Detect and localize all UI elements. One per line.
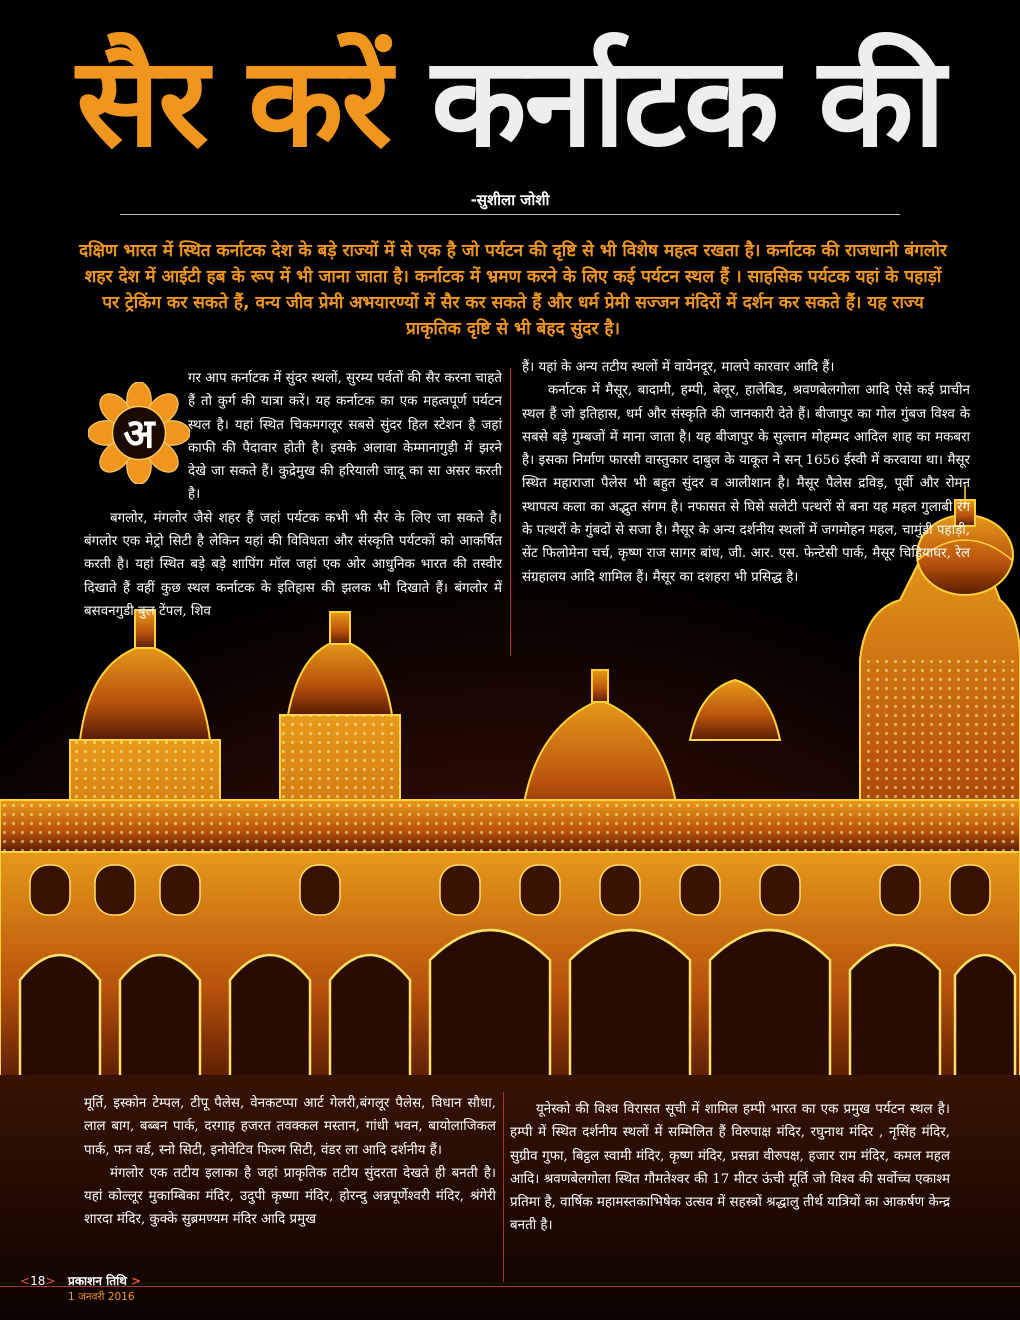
author-byline: -सुशीला जोशी bbox=[470, 191, 550, 209]
title-part-white: कर्नाटक की bbox=[431, 31, 944, 175]
article-column-3 bbox=[84, 1092, 496, 1232]
col1-paragraph-2: बगलोर, मंगलोर जैसे शहर हैं जहां पर्यटक कभी भी सैर के लिए जा सकते है। बंगलोर एक मेट्रो सिटी है लेकिन यहां की विविधता और संस्कृति पर्यटकों को आकर्षित करती है। यहां स्थित बड़े बड़े शापिंग मॉल जहां एक ओर आधुनिक भारत की तस्वीर दिखाते हैं वहीं कुछ स्थल कर्नाटक के इतिहास की झलक भी दिखाते हैं। बंगलोर में बसवनगुडी बुल टेंपल, शिव bbox=[84, 510, 502, 619]
col2-paragraph-1: हैं। यहां के अन्य तटीय स्थलों में वायेनदूर, मालपे कारवार आदि हैं। bbox=[522, 360, 835, 375]
dropcap-letter: अ bbox=[123, 409, 155, 458]
page-number-text: 18 bbox=[30, 1274, 46, 1288]
intro-paragraph: दक्षिण भारत में स्थित कर्नाटक देश के बड़े राज्यों में से एक है जो पर्यटन की दृष्टि से भी विशेष महत्व रखता है। कर्नाटक की राजधानी बंगलोर शहर देश में आईटी हब के रूप में भी जाना जाता है। कर्नाटक में भ्रमण करने के लिए कई पर्यटन स्थल हैं । साहसिक पर्यटक यहां के पहाड़ों पर ट्रेकिंग कर सकते हैं, वन्य जीव प्रेमी अभयारण्यों में सैर कर सकते हैं और धर्म प्रेमी सज्जन मंदिरों में दर्शन कर सकते हैं। यह राज्य प्राकृतिक दृष्टि से भी बेहद सुंदर है। bbox=[79, 241, 947, 339]
col3-paragraph-2: मंगलोर एक तटीय इलाका है जहां प्राकृतिक तटीय सुंदरता देखते ही बनती है। यहां कोल्लूर मुकाम्बिका मंदिर, उदुपी कृष्णा मंदिर, होरन्दु अन्नपूर्णेश्वरी मंदिर, श्रंगेरी शारदा मंदिर, कुक्के सुब्रमण्यम मंदिर आदि प्रमुख bbox=[84, 1165, 496, 1228]
col3-paragraph-1: मूर्ति, इस्कोन टेम्पल, टीपू पैलेस, वेनकटप्पा आर्ट गेलरी,बंगलूर पैलेस, विधान सौधा, लाल बाग, बब्बन पार्क, दरगाह हजरत तवक्कल मस्तान, गांधी भवन, बायोलाजिकल पार्क, फन वर्ड, स्नो सिटी, इनोवेटिव फिल्म सिटी, वंडर ला आदि दर्शनीय हैं। bbox=[84, 1096, 496, 1158]
page-title bbox=[0, 18, 1020, 188]
col2-paragraph-2: कर्नाटक में मैसूर, बादामी, हम्पी, बेलूर, हालेबिड, श्रवणबेलगोला आदि ऐसे कई प्राचीन स्थल हैं जो इतिहास, धर्म और संस्कृति की जानकारी देते हैं। बीजापुर का गोल गुंबज विश्व के सबसे बड़े गुम्बजों में माना जाता है। यह बीजापुर के सुल्तान मोहम्मद आदिल शाह का मकबरा है। इसका निर्माण फारसी वास्तुकार दाबुल के याकूत ने सन् 1656 ईस्वी में करवाया था। मैसूर स्थित महाराजा पैलेस भी बहुत सुंदर व आलीशान है। मैसूर पैलेस द्रविड़, पूर्वी और रोमन स्थापत्य कला का अद्भुत संगम है। नफासत से घिसे सलेटी पत्थरों से बना यह महल गुलाबी रंग के पत्थरों के गुंबदों से सजा है। मैसूर के अन्य दर्शनीय स्थलों में जगमोहन महल, चामुंडी पहाड़ी, सेंट फिलोमेना चर्च, कृष्ण राज सागर बांध, जी. आर. एस. फेन्टेसी पार्क, मैसूर चिड़ियाघर, रेल संग्रहालय आदि शामिल हैं। मैसूर का दशहरा भी प्रसिद्ध है। bbox=[522, 383, 970, 585]
col1-paragraph-1: गर आप कर्नाटक में सुंदर स्थलों, सुरम्य पर्वतों की सैर करना चाहते हैं तो कुर्ग की यात्रा करें। यह कर्नाटक का एक महत्वपूर्ण पर्यटन स्थल है। यहां स्थित चिकमगलूर सबसे सुंदर हिल स्टेशन है जहां काफी की पैदावार होती है। इसके अलावा केम्मानागुड़ी में झरने देखे जा सकते हैं। कुद्रेमुख की हरियाली जादू का सा असर करती है। bbox=[188, 371, 502, 503]
page-arrow-right-icon: > bbox=[45, 1274, 56, 1288]
magazine-name bbox=[68, 1272, 141, 1289]
column-divider bbox=[510, 368, 511, 656]
dropcap-spacer bbox=[84, 367, 188, 505]
col4-paragraph-1: यूनेस्को की विश्व विरासत सूची में शामिल हम्पी भारत का एक प्रमुख पर्यटन स्थल है। हम्पी में स्थित दर्शनीय स्थलों में सम्मिलित हैं विरुपाक्ष मंदिर, रघुनाथ मंदिर , नृसिंह मंदिर, सुग्रीव गुफा, बिट्ठल स्वामी मंदिर, कृष्ण मंदिर, प्रसन्ना वीरुपक्ष, हजार राम मंदिर, कमल महल आदि। श्रवणबेलगोला स्थित गौमतेश्वर की 17 मीटर ऊंची मूर्ति जो विश्व की सर्वोच्च एकाश्म प्रतिमा है, वार्षिक महामस्तकाभिषेक उत्सव में सहस्त्रों श्रद्धालु तीर्थ यात्रियों का आकर्षण केन्द्र बनती है। bbox=[510, 1102, 950, 1234]
footer-rule bbox=[0, 1286, 1020, 1287]
column-divider-bottom bbox=[503, 1092, 504, 1282]
issue-date: 1 जनवरी 2016 bbox=[68, 1291, 135, 1303]
article-column-4 bbox=[510, 1098, 950, 1238]
article-column-2 bbox=[522, 356, 970, 589]
page-arrow-left-icon: < bbox=[20, 1274, 31, 1288]
title-part-orange: सैर करें bbox=[76, 31, 391, 175]
article-column-1 bbox=[84, 367, 502, 623]
magazine-arrow-icon: > bbox=[131, 1274, 142, 1288]
magazine-name-text: प्रकाशन तिथि bbox=[68, 1274, 127, 1288]
title-rule bbox=[120, 214, 900, 215]
page-number bbox=[20, 1274, 55, 1288]
